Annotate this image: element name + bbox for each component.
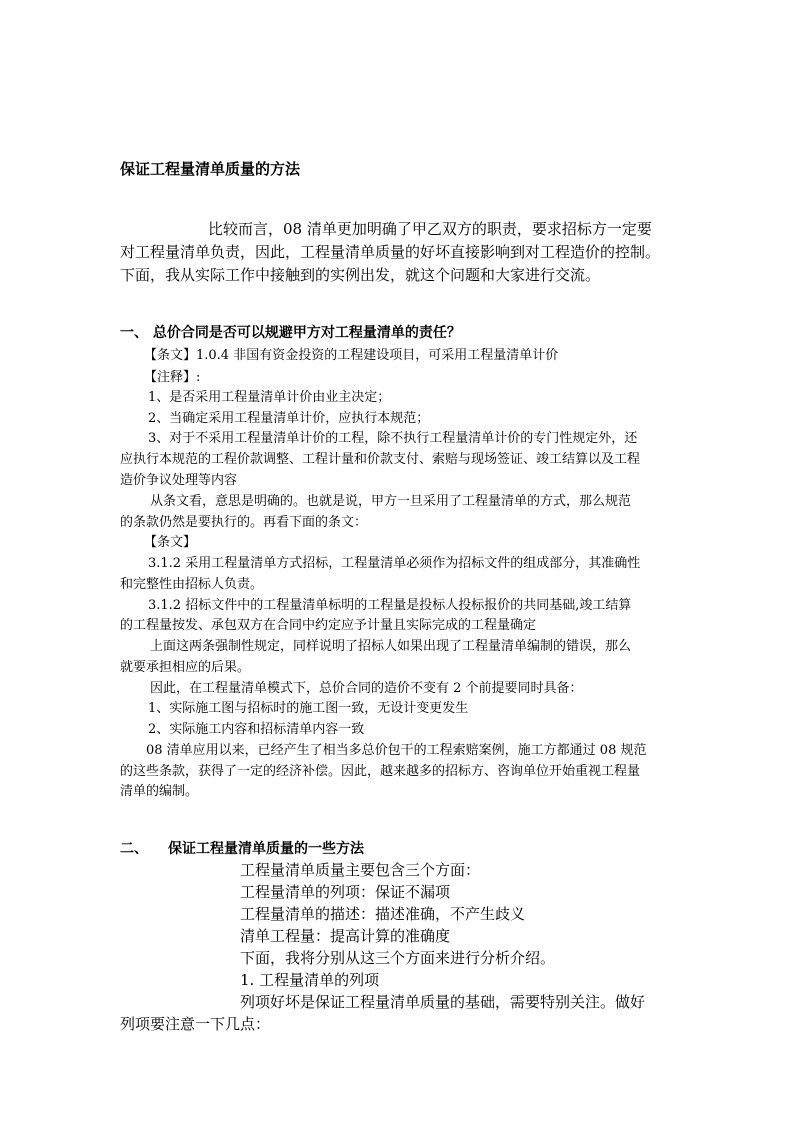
section1-heading: 一、 总价合同是否可以规避甲方对工程量清单的责任？ bbox=[120, 325, 461, 341]
section1-line: 3.1.2 采用工程量清单方式招标，工程量清单必须作为招标文件的组成部分，其准确性 bbox=[148, 556, 641, 571]
section2-line: 1. 工程量清单的列项 bbox=[240, 971, 380, 989]
section1-line: 的条款仍然是要执行的。再看下面的条文： bbox=[120, 515, 368, 530]
section1-line: 【条文】1.0.4 非国有资金投资的工程建设项目，可采用工程量清单计价 bbox=[144, 348, 559, 363]
section1-line: 清单的编制。 bbox=[120, 784, 199, 799]
section2-heading-number: 二、 bbox=[120, 841, 148, 857]
section1-line: 造价争议处理等内容 bbox=[120, 473, 238, 488]
section2-line: 列项好坏是保证工程量清单质量的基础，需要特别关注。做好 bbox=[240, 993, 646, 1011]
section1-line: 上面这两条强制性规定，同样说明了招标人如果出现了工程量清单编制的错误，那么 bbox=[150, 639, 632, 654]
section1-line: 3.1.2 招标文件中的工程量清单标明的工程量是投标人投标报价的共同基础,竣工结算 bbox=[148, 598, 632, 613]
section1-line: 【条文】 bbox=[144, 535, 197, 550]
section1-line: 1、实际施工图与招标时的施工图一致，无设计变更发生 bbox=[148, 701, 469, 716]
section1-line: 和完整性由招标人负责。 bbox=[120, 577, 264, 592]
section2-line: 列项要注意一下几点： bbox=[120, 1015, 271, 1033]
section2-line: 工程量清单的描述：描述准确，不产生歧义 bbox=[240, 905, 526, 923]
section1-line: 的这些条款，获得了一定的经济补偿。因此，越来越多的招标方、咨询单位开始重视工程量 bbox=[120, 764, 641, 779]
section2-line: 下面，我将分别从这三个方面来进行分析介绍。 bbox=[240, 949, 556, 967]
section2-line: 工程量清单的列项：保证不漏项 bbox=[240, 883, 451, 901]
section1-line: 08 清单应用以来，已经产生了相当多总价包干的工程索赔案例，施工方都通过 08 规范 bbox=[146, 743, 647, 758]
section1-line: 就要承担相应的后果。 bbox=[120, 660, 251, 675]
section1-line: 从条文看，意思是明确的。也就是说，甲方一旦采用了工程量清单的方式，那么规范 bbox=[150, 494, 632, 509]
section1-line: 【注释】: bbox=[144, 370, 201, 385]
section2-line: 工程量清单质量主要包含三个方面： bbox=[240, 861, 481, 879]
section2-heading: 保证工程量清单质量的一些方法 bbox=[168, 841, 364, 857]
section1-line: 1、是否采用工程量清单计价由业主决定； bbox=[148, 390, 391, 405]
intro-line-1: 比较而言，08 清单更加明确了甲乙双方的职责，要求招标方一定要 bbox=[208, 220, 652, 238]
section1-line: 2、实际施工内容和招标清单内容一致 bbox=[148, 722, 365, 737]
section1-line: 3、对于不采用工程量清单计价的工程，除不执行工程量清单计价的专门性规定外，还 bbox=[148, 431, 638, 446]
section1-line: 2、当确定采用工程量清单计价，应执行本规范； bbox=[148, 411, 430, 426]
section1-line: 的工程量按发、承包双方在合同中约定应予计量且实际完成的工程量确定 bbox=[120, 618, 537, 633]
section1-line: 应执行本规范的工程价款调整、工程计量和价款支付、索赔与现场签证、竣工结算以及工程 bbox=[120, 452, 641, 467]
section1-line: 因此，在工程量清单模式下，总价合同的造价不变有 2 个前提要同时具备： bbox=[150, 681, 583, 696]
intro-line-3: 下面，我从实际工作中接触到的实例出发，就这个问题和大家进行交流。 bbox=[120, 266, 601, 284]
intro-line-2: 对工程量清单负责，因此，工程量清单质量的好坏直接影响到对工程造价的控制。 bbox=[120, 243, 661, 261]
document-title: 保证工程量清单质量的方法 bbox=[120, 160, 301, 178]
section2-line: 清单工程量：提高计算的准确度 bbox=[240, 927, 451, 945]
